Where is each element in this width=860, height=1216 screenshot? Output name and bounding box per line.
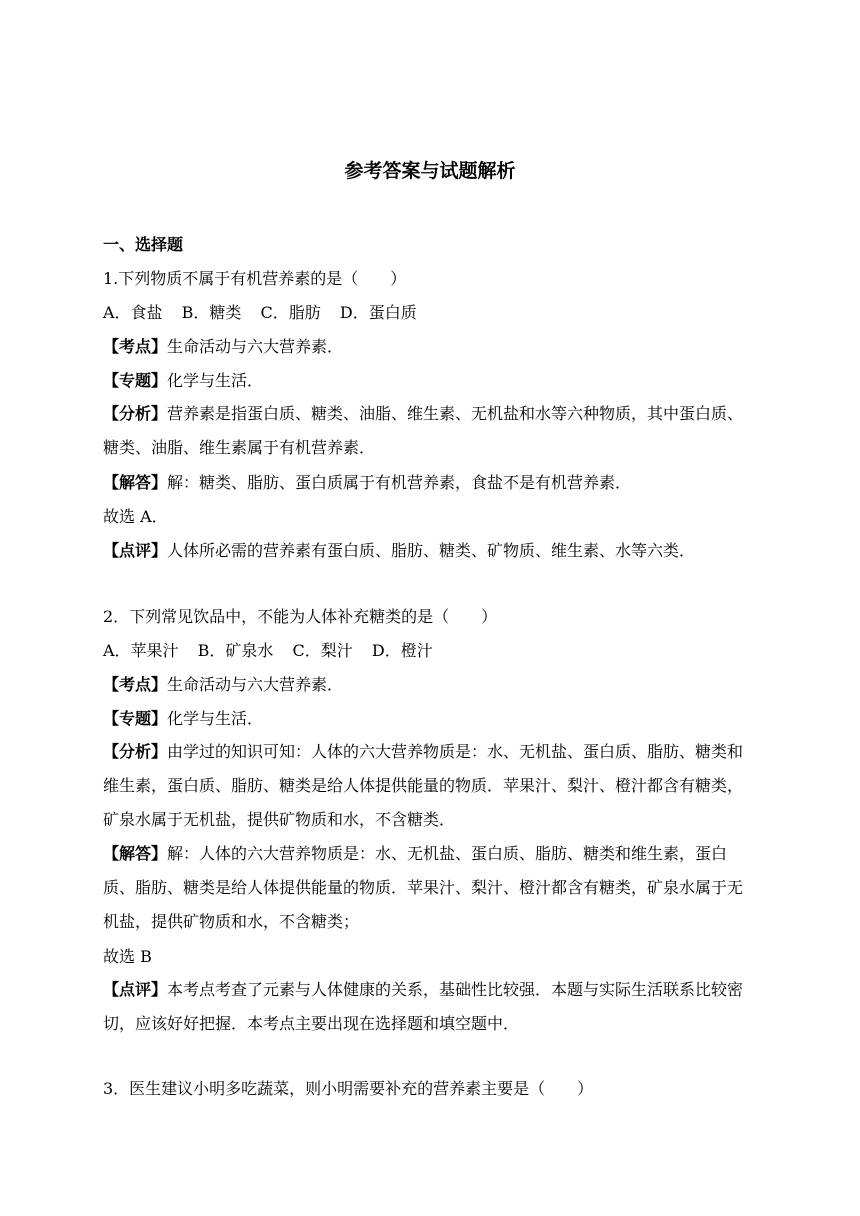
dianping-text: 本考点考查了元素与人体健康的关系，基础性比较强．本题与实际生活联系比较密切，应该好好把握．本考点主要出现在选择题和填空题中．: [103, 980, 744, 1033]
q2-jieda: [103, 837, 758, 939]
fenxi-label: 【分析】: [103, 404, 168, 423]
option-b: B．矿泉水: [197, 641, 274, 660]
option-b: B．糖类: [181, 303, 242, 322]
jieda-label: 【解答】: [103, 844, 168, 863]
question-1-options: [103, 302, 758, 324]
q1-kaodian: [103, 336, 758, 358]
question-2-stem: 2．下列常见饮品中，不能为人体补充糖类的是（ ）: [103, 607, 498, 626]
q1-fenxi: [103, 397, 758, 465]
question-1-stem: 1.下列物质不属于有机营养素的是（ ）: [103, 269, 407, 288]
question-3-stem: 3．医生建议小明多吃蔬菜，则小明需要补充的营养素主要是（ ）: [103, 1079, 594, 1098]
dianping-text: 人体所必需的营养素有蛋白质、脂肪、糖类、矿物质、维生素、水等六类．: [167, 541, 696, 560]
q1-choice: 故选 A．: [103, 507, 168, 526]
fenxi-text: 营养素是指蛋白质、糖类、油脂、维生素、无机盐和水等六种物质，其中蛋白质、糖类、油脂、维生素属于有机营养素．: [103, 404, 744, 457]
q2-fenxi: [103, 735, 758, 837]
q1-jieda: [103, 472, 758, 494]
q2-zhuanti: [103, 708, 758, 730]
q1-zhuanti: [103, 370, 758, 392]
dianping-label: 【点评】: [103, 980, 168, 999]
option-c: C．脂肪: [260, 303, 321, 322]
kaodian-text: 生命活动与六大营养素．: [167, 337, 344, 356]
page-title: 参考答案与试题解析: [344, 160, 516, 182]
option-d: D．蛋白质: [339, 303, 417, 322]
zhuanti-text: 化学与生活．: [167, 371, 264, 390]
kaodian-label: 【考点】: [103, 675, 168, 694]
zhuanti-label: 【专题】: [103, 371, 168, 390]
fenxi-text: 由学过的知识可知：人体的六大营养物质是：水、无机盐、蛋白质、脂肪、糖类和维生素，蛋白质、脂肪、糖类是给人体提供能量的物质．苹果汁、梨汁、橙汁都含有糖类，矿泉水属于无机盐，提供矿物质和水，不含糖类．: [103, 742, 744, 829]
jieda-label: 【解答】: [103, 473, 168, 492]
option-a: A．食盐: [103, 303, 163, 322]
option-d: D．橙汁: [371, 641, 433, 660]
option-c: C．梨汁: [292, 641, 353, 660]
question-2-options: [103, 640, 758, 662]
q2-dianping: [103, 973, 758, 1041]
q1-dianping: [103, 540, 758, 562]
kaodian-text: 生命活动与六大营养素．: [167, 675, 344, 694]
kaodian-label: 【考点】: [103, 337, 168, 356]
zhuanti-label: 【专题】: [103, 709, 168, 728]
dianping-label: 【点评】: [103, 541, 168, 560]
q2-choice: 故选 B: [103, 947, 152, 966]
section-heading: 一、选择题: [103, 235, 184, 254]
jieda-text: 解：糖类、脂肪、蛋白质属于有机营养素，食盐不是有机营养素．: [167, 473, 632, 492]
jieda-text: 解：人体的六大营养物质是：水、无机盐、蛋白质、脂肪、糖类和维生素，蛋白质、脂肪、糖类是给人体提供能量的物质．苹果汁、梨汁、橙汁都含有糖类，矿泉水属于无机盐，提供矿物质和水，不含糖类；: [103, 844, 744, 931]
option-a: A．苹果汁: [103, 641, 179, 660]
q2-kaodian: [103, 674, 758, 696]
fenxi-label: 【分析】: [103, 742, 168, 761]
zhuanti-text: 化学与生活．: [167, 709, 264, 728]
